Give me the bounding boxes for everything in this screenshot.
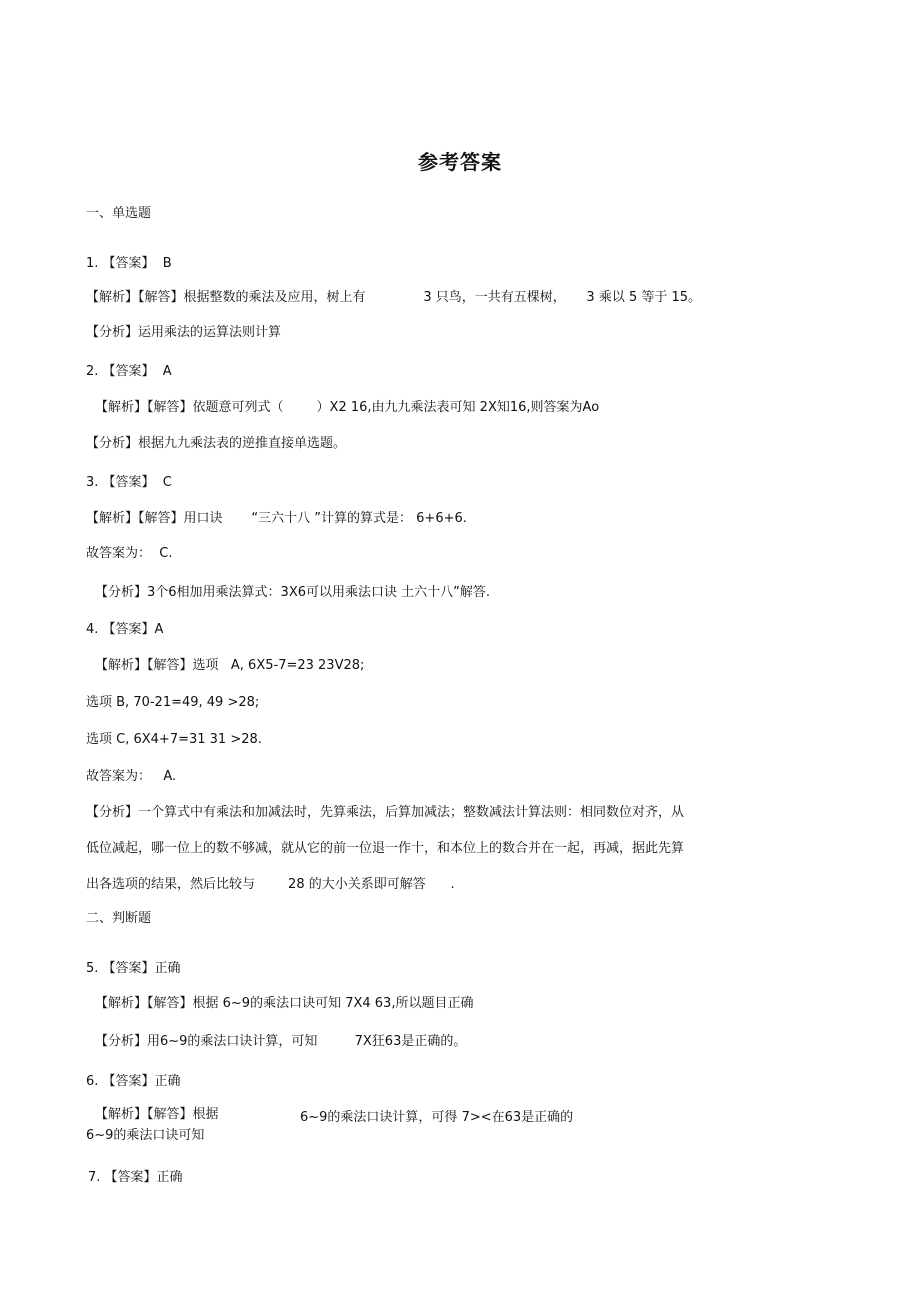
q6-answer: 6. 【答案】正确 [86, 1074, 181, 1089]
q1-answer: 1. 【答案】 B [86, 256, 172, 271]
q2-fenxi: 【分析】根据九九乘法表的逆推直接单选题。 [86, 436, 347, 451]
q1-analysis: 【解析】【解答】根据整数的乘法及应用，树上有 3 只鸟，一共有五棵树， 3 乘以 5 等于 15。 [86, 290, 702, 305]
q3-result: 故答案为： C. [86, 546, 173, 561]
q4-fenxi-line-3: 出各选项的结果，然后比较与 28 的大小关系即可解答 . [86, 877, 455, 892]
page-title: 参考答案 [418, 150, 502, 174]
q4-fenxi-line-1: 【分析】一个算式中有乘法和加减法时，先算乘法，后算加减法；整数减法计算法则：相同数位对齐，从 [86, 805, 685, 820]
q5-fenxi: 【分析】用6~9的乘法口诀计算，可知 7X狂63是正确的。 [95, 1034, 467, 1049]
q1-fenxi: 【分析】运用乘法的运算法则计算 [86, 325, 282, 340]
q6-analysis-part-c: 6~9的乘法口诀可知 [86, 1128, 205, 1143]
q4-fenxi-line-2: 低位减起，哪一位上的数不够减，就从它的前一位退一作十，和本位上的数合并在一起，再减，据此先算 [86, 841, 685, 856]
q4-option-b: 选项 B, 70-21=49, 49 >28; [86, 695, 260, 710]
q3-answer: 3. 【答案】 C [86, 475, 172, 490]
q4-answer: 4. 【答案】A [86, 622, 164, 637]
q4-result: 故答案为： A. [86, 769, 177, 784]
q5-analysis: 【解析】【解答】根据 6~9的乘法口诀可知 7X4 63,所以题目正确 [95, 996, 474, 1011]
q3-fenxi: 【分析】3个6相加用乘法算式：3X6可以用乘法口诀 土六十八”解答. [95, 585, 490, 600]
q7-answer: 7. 【答案】正确 [88, 1170, 183, 1185]
q3-analysis: 【解析】【解答】用口诀 “三六十八 ”计算的算式是： 6+6+6. [86, 511, 467, 526]
q5-answer: 5. 【答案】正确 [86, 961, 181, 976]
q6-analysis-part-a: 【解析】【解答】根据 [95, 1107, 219, 1122]
q4-analysis: 【解析】【解答】选项 A, 6X5-7=23 23V28; [95, 658, 365, 673]
q2-analysis: 【解析】【解答】依题意可列式（ ）X2 16,由九九乘法表可知 2X知16,则答案为Ao [95, 400, 600, 415]
section-heading-true-false: 二、判断题 [86, 911, 152, 926]
section-heading-single-choice: 一、单选题 [86, 206, 152, 221]
q6-analysis-part-b: 6~9的乘法口诀计算，可得 7><在63是正确的 [300, 1110, 574, 1125]
q2-answer: 2. 【答案】 A [86, 364, 172, 379]
q4-option-c: 选项 C, 6X4+7=31 31 >28. [86, 732, 262, 747]
